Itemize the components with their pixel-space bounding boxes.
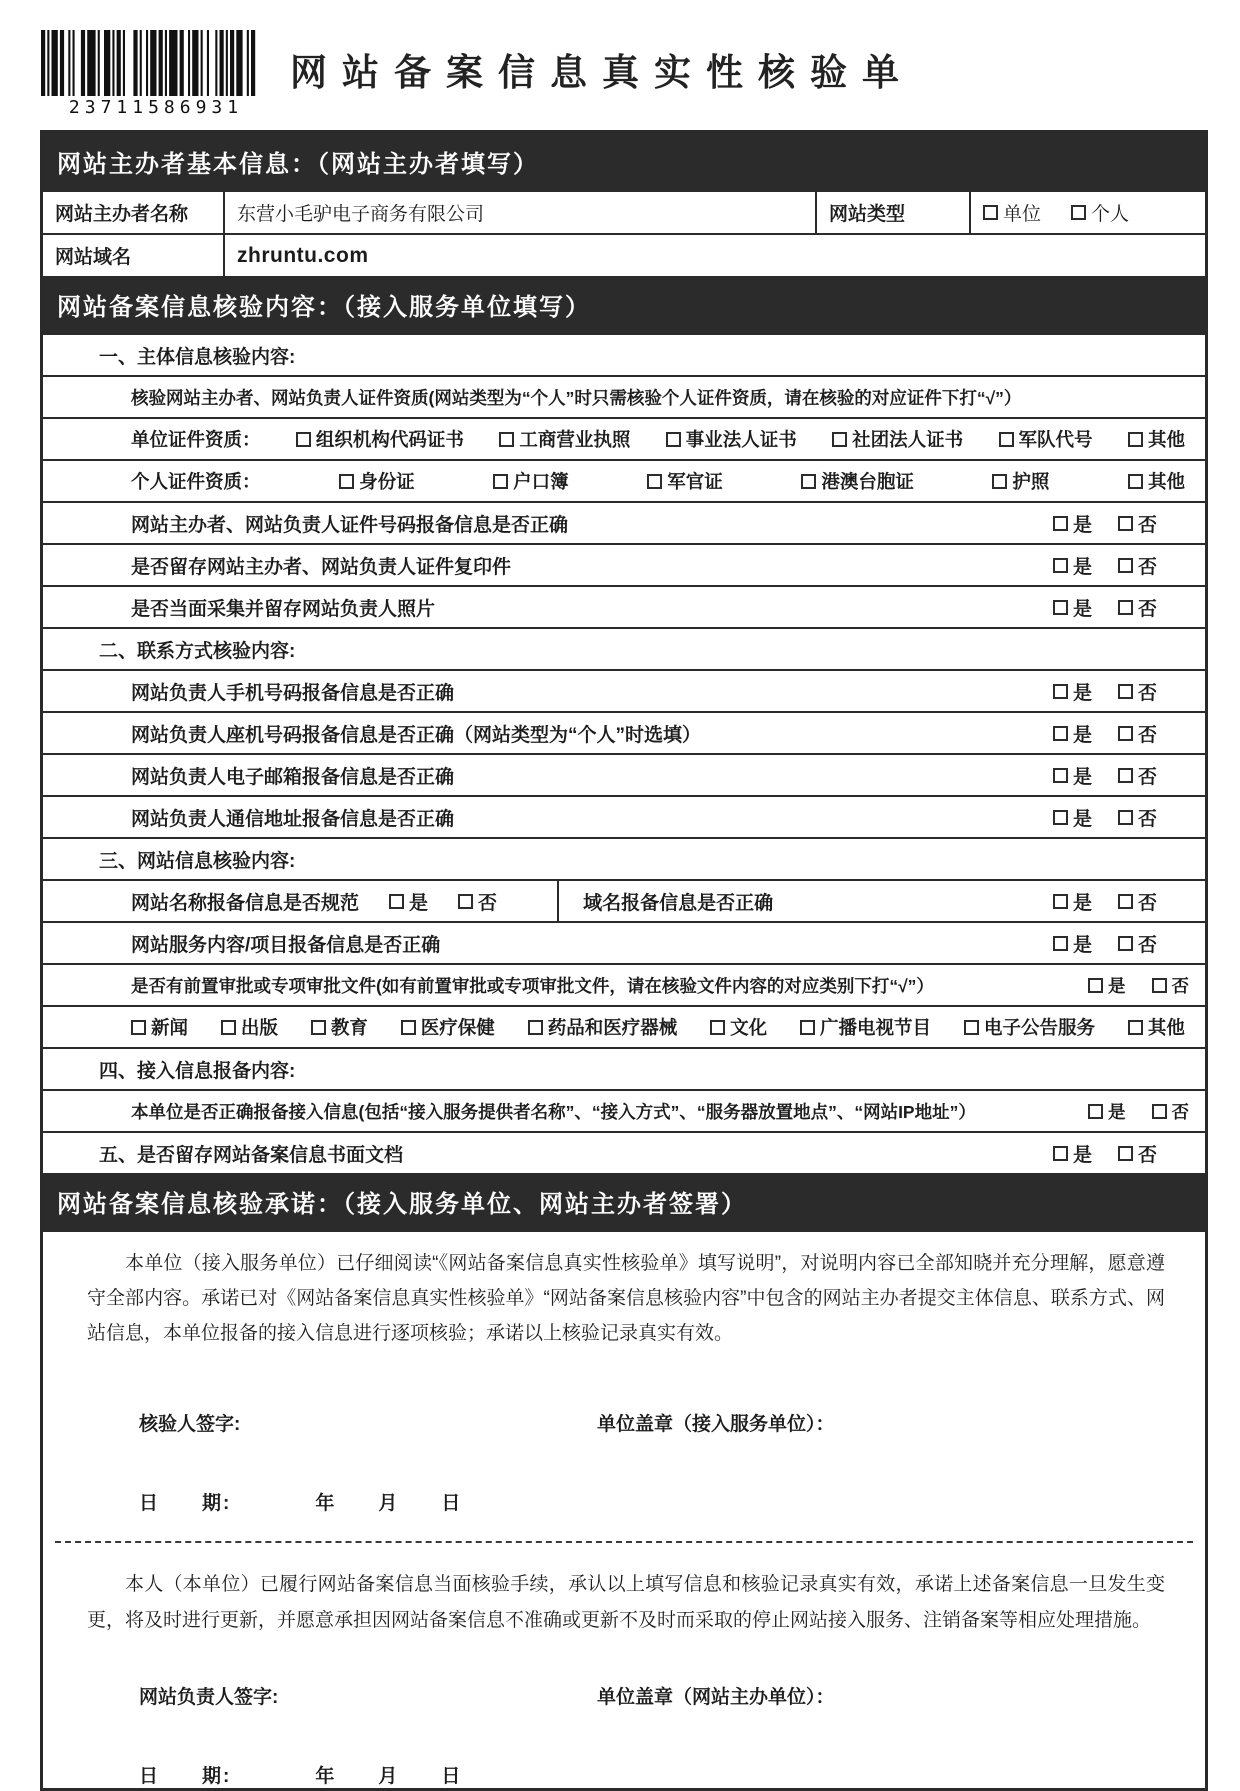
option-否 xyxy=(1118,804,1157,831)
checkbox-医疗保健[interactable] xyxy=(401,1020,416,1035)
option-否 xyxy=(1118,888,1157,915)
question-text: 五、是否留存网站备案信息书面文档 xyxy=(99,1144,404,1166)
option-是 xyxy=(1088,973,1126,998)
option-否 xyxy=(1118,930,1157,957)
checkbox-组织机构代码证书[interactable] xyxy=(296,432,311,447)
option-是 xyxy=(1053,552,1092,579)
option-label: 是 xyxy=(1072,934,1092,956)
question-text: 网站负责人通信地址报备信息是否正确 xyxy=(131,808,455,830)
option-label: 其他 xyxy=(1147,429,1185,450)
option-否 xyxy=(1152,973,1190,998)
yes-no-group xyxy=(1088,973,1189,998)
option-医疗保健 xyxy=(401,1014,495,1040)
yes-no-group xyxy=(1053,510,1157,537)
option-新闻 xyxy=(131,1014,188,1040)
question-text: 是否留存网站主办者、网站负责人证件复印件 xyxy=(131,556,512,578)
option-label: 广播电视节目 xyxy=(820,1017,932,1038)
checkbox-其他[interactable] xyxy=(1128,1020,1143,1035)
option-否 xyxy=(1118,510,1157,537)
checkbox-否[interactable] xyxy=(1118,1146,1133,1161)
verify-rows xyxy=(43,333,1205,1173)
question-text: 是否有前置审批或专项审批文件(如有前置审批或专项审批文件，请在核验文件内容的对应类别下打“√”） xyxy=(131,975,934,996)
checkbox-是[interactable] xyxy=(1088,978,1103,993)
section-bar-verify-content: 网站备案信息核验内容：（接入服务单位填写） xyxy=(43,276,1205,333)
checkbox-否[interactable] xyxy=(1118,516,1133,531)
checkbox-广播电视节目[interactable] xyxy=(800,1020,815,1035)
yes-no-group xyxy=(1053,762,1157,789)
domain-value: zhruntu.com xyxy=(223,235,1205,276)
option-社团法人证书 xyxy=(832,426,963,452)
form-row-yesno xyxy=(43,543,1205,585)
option-label: 港澳台胞证 xyxy=(821,471,914,492)
form-row-section_yesno xyxy=(43,1131,1205,1173)
option-label: 其他 xyxy=(1147,471,1185,492)
option-否 xyxy=(1118,678,1157,705)
option-是 xyxy=(1053,804,1092,831)
option-工商营业执照 xyxy=(499,426,630,452)
checkbox-社团法人证书[interactable] xyxy=(832,432,847,447)
option-label: 军官证 xyxy=(667,471,723,492)
form-row-yesno xyxy=(43,795,1205,837)
question-text: 网站负责人座机号码报备信息是否正确（网站类型为“个人”时选填） xyxy=(131,724,702,746)
checkbox-是[interactable] xyxy=(1053,894,1068,909)
option-label: 药品和医疗器械 xyxy=(547,1017,678,1038)
option-军队代号 xyxy=(999,426,1093,452)
form-row-options xyxy=(43,459,1205,501)
option-是 xyxy=(389,888,428,915)
sign-row-site-manager xyxy=(139,1682,1165,1709)
option-否 xyxy=(1118,720,1157,747)
form-row-section xyxy=(43,1047,1205,1089)
checkbox-户口簿[interactable] xyxy=(493,474,508,489)
option-label: 事业法人证书 xyxy=(685,429,797,450)
yes-no-group xyxy=(1053,804,1157,831)
yes-no-group xyxy=(1053,720,1157,747)
yes-no-group xyxy=(1053,1140,1157,1167)
option-label: 是 xyxy=(409,892,429,914)
domain-label: 网站域名 xyxy=(55,247,132,268)
question-text: 网站名称报备信息是否规范 xyxy=(131,892,360,914)
form-row-inline_yesno xyxy=(43,1089,1205,1131)
verifier-signature-label: 核验人签字: xyxy=(139,1414,241,1436)
date-row-site-manager: 日 期: 年 月 日 xyxy=(139,1765,463,1787)
checkbox-否[interactable] xyxy=(1118,768,1133,783)
option-军官证 xyxy=(647,468,723,494)
question-text: 网站主办者、网站负责人证件号码报备信息是否正确 xyxy=(131,514,569,536)
option-教育 xyxy=(311,1014,368,1040)
option-label: 否 xyxy=(1137,1144,1157,1166)
isp-seal-label: 单位盖章（接入服务单位）： xyxy=(597,1414,835,1436)
checkbox-港澳台胞证[interactable] xyxy=(801,474,816,489)
option-label: 是 xyxy=(1072,598,1092,620)
option-出版 xyxy=(221,1014,278,1040)
option-是 xyxy=(1053,510,1092,537)
checkbox-事业法人证书[interactable] xyxy=(666,432,681,447)
option-label: 是 xyxy=(1072,682,1092,704)
checkbox-否[interactable] xyxy=(1118,558,1133,573)
option-是 xyxy=(1053,888,1092,915)
form-row-section xyxy=(43,627,1205,669)
form-row-yesno xyxy=(43,921,1205,963)
checkbox-药品和医疗器械[interactable] xyxy=(528,1020,543,1035)
options-group-label: 个人证件资质： xyxy=(131,471,261,492)
option-组织机构代码证书 xyxy=(296,426,464,452)
option-是 xyxy=(1053,1140,1092,1167)
checkbox-否[interactable] xyxy=(1152,1104,1167,1119)
option-label: 社团法人证书 xyxy=(852,429,964,450)
section-title: 三、网站信息核验内容: xyxy=(99,850,296,872)
option-护照 xyxy=(992,468,1049,494)
option-label: 是 xyxy=(1072,1144,1092,1166)
form-row-yesno xyxy=(43,753,1205,795)
organizer-seal-label: 单位盖章（网站主办单位）： xyxy=(597,1686,835,1708)
option-是 xyxy=(1053,678,1092,705)
option-广播电视节目 xyxy=(800,1014,931,1040)
checkbox-否[interactable] xyxy=(1152,978,1167,993)
checkbox-person[interactable] xyxy=(1071,205,1086,220)
question-text: 是否当面采集并留存网站负责人照片 xyxy=(131,598,436,620)
option-否 xyxy=(1118,594,1157,621)
option-label: 护照 xyxy=(1012,471,1050,492)
option-label: 否 xyxy=(1137,556,1157,578)
question-text: 网站负责人电子邮箱报备信息是否正确 xyxy=(131,766,455,788)
row-domain xyxy=(43,233,1205,276)
yes-no-group xyxy=(1088,1099,1189,1124)
option-是 xyxy=(1053,762,1092,789)
form-row-yesno xyxy=(43,585,1205,627)
option-电子公告服务 xyxy=(964,1014,1095,1040)
dashed-divider xyxy=(55,1541,1193,1543)
checkbox-教育[interactable] xyxy=(311,1020,326,1035)
option-是 xyxy=(1088,1099,1126,1124)
checkbox-是[interactable] xyxy=(1053,600,1068,615)
form-row-split xyxy=(43,879,1205,921)
checkbox-军队代号[interactable] xyxy=(999,432,1014,447)
site-type-options xyxy=(969,192,1205,233)
checkbox-否[interactable] xyxy=(458,894,473,909)
checkbox-工商营业执照[interactable] xyxy=(499,432,514,447)
option-label: 否 xyxy=(1137,682,1157,704)
checkbox-是[interactable] xyxy=(1053,1146,1068,1161)
option-label: 否 xyxy=(478,892,498,914)
checkbox-是[interactable] xyxy=(1053,516,1068,531)
checkbox-是[interactable] xyxy=(1053,684,1068,699)
option-label: 否 xyxy=(1137,766,1157,788)
option-其他 xyxy=(1128,426,1185,452)
checkbox-是[interactable] xyxy=(1053,810,1068,825)
option-label: 否 xyxy=(1137,934,1157,956)
checkbox-否[interactable] xyxy=(1118,894,1133,909)
option-否 xyxy=(458,888,497,915)
option-label-person: 个人 xyxy=(1091,204,1130,225)
option-label: 文化 xyxy=(730,1017,768,1038)
option-label: 是 xyxy=(1108,1101,1126,1122)
option-事业法人证书 xyxy=(666,426,797,452)
split-cell-right xyxy=(559,888,1157,915)
checkbox-否[interactable] xyxy=(1118,684,1133,699)
page-title: 网站备案信息真实性核验单 xyxy=(290,52,914,93)
yes-no-group xyxy=(389,888,517,915)
organizer-name-label: 网站主办者名称 xyxy=(55,204,189,225)
yes-no-group xyxy=(1053,594,1157,621)
option-label: 出版 xyxy=(240,1017,278,1038)
checkbox-电子公告服务[interactable] xyxy=(964,1020,979,1035)
verification-form xyxy=(40,130,1208,1791)
row-organizer-name xyxy=(43,190,1205,233)
option-label: 是 xyxy=(1072,766,1092,788)
section-bar-pledge: 网站备案信息核验承诺：（接入服务单位、网站主办者签署） xyxy=(43,1173,1205,1230)
section-title: 一、主体信息核验内容: xyxy=(99,346,296,368)
option-label: 否 xyxy=(1137,598,1157,620)
checkbox-文化[interactable] xyxy=(710,1020,725,1035)
option-label: 否 xyxy=(1137,514,1157,536)
date-row-verifier: 日 期: 年 月 日 xyxy=(139,1493,463,1515)
option-label: 医疗保健 xyxy=(420,1017,495,1038)
option-label: 否 xyxy=(1137,808,1157,830)
option-label: 是 xyxy=(1108,975,1126,996)
checkbox-否[interactable] xyxy=(1118,936,1133,951)
option-label: 新闻 xyxy=(151,1017,189,1038)
barcode-number: 23711586931 xyxy=(68,97,244,118)
barcode-image xyxy=(40,30,268,96)
checkbox-军官证[interactable] xyxy=(647,474,662,489)
option-是 xyxy=(1053,594,1092,621)
note-text: 核验网站主办者、网站负责人证件资质(网站类型为“个人”时只需核验个人证件资质，请在核验的对应证件下打“√”） xyxy=(131,387,1022,408)
option-label: 身份证 xyxy=(359,471,415,492)
options-group-label: 单位证件资质： xyxy=(131,429,261,450)
checkbox-护照[interactable] xyxy=(992,474,1007,489)
question-text: 网站负责人手机号码报备信息是否正确 xyxy=(131,682,455,704)
barcode-block xyxy=(40,30,272,118)
yes-no-group xyxy=(1053,888,1157,915)
option-label: 工商营业执照 xyxy=(519,429,631,450)
option-label: 否 xyxy=(1137,892,1157,914)
site-manager-signature-label: 网站负责人签字: xyxy=(139,1686,279,1708)
organizer-name-value: 东营小毛驴电子商务有限公司 xyxy=(223,192,815,233)
checkbox-是[interactable] xyxy=(389,894,404,909)
checkbox-出版[interactable] xyxy=(221,1020,236,1035)
option-港澳台胞证 xyxy=(801,468,914,494)
checkbox-是[interactable] xyxy=(1053,936,1068,951)
option-否 xyxy=(1118,552,1157,579)
yes-no-group xyxy=(1053,930,1157,957)
checkbox-其他[interactable] xyxy=(1128,432,1143,447)
question-text: 本单位是否正确报备接入信息(包括“接入服务提供者名称”、“接入方式”、“服务器放置地点”、“网站IP地址”） xyxy=(131,1101,976,1122)
option-label: 是 xyxy=(1072,808,1092,830)
option-label: 其他 xyxy=(1147,1017,1185,1038)
document-header xyxy=(40,30,1208,118)
option-label: 是 xyxy=(1072,724,1092,746)
option-label: 组织机构代码证书 xyxy=(315,429,464,450)
option-label: 否 xyxy=(1171,975,1189,996)
option-是 xyxy=(1053,720,1092,747)
form-row-yesno xyxy=(43,669,1205,711)
option-户口簿 xyxy=(493,468,569,494)
option-label: 否 xyxy=(1171,1101,1189,1122)
form-row-yesno xyxy=(43,711,1205,753)
option-unit xyxy=(983,199,1041,226)
checkbox-是[interactable] xyxy=(1053,726,1068,741)
checkbox-否[interactable] xyxy=(1118,600,1133,615)
section-title: 二、联系方式核验内容: xyxy=(99,640,296,662)
option-药品和医疗器械 xyxy=(528,1014,678,1040)
yes-no-group xyxy=(1053,552,1157,579)
pledge-paragraph-organizer: 本人（本单位）已履行网站备案信息当面核验手续，承认以上填写信息和核验记录真实有效，承诺上述备案信息一旦发生变更，将及时进行更新，并愿意承担因网站备案信息不准确或更新不及时而采取的停止网站接入服务、注销备案等相应处理措施。 xyxy=(87,1574,1165,1631)
form-row-options xyxy=(43,417,1205,459)
question-text: 网站服务内容/项目报备信息是否正确 xyxy=(131,934,441,956)
checkbox-否[interactable] xyxy=(1118,726,1133,741)
option-其他 xyxy=(1128,1014,1185,1040)
option-否 xyxy=(1118,762,1157,789)
option-label: 军队代号 xyxy=(1018,429,1093,450)
option-label-unit: 单位 xyxy=(1003,204,1042,225)
checkbox-是[interactable] xyxy=(1053,558,1068,573)
yes-no-group xyxy=(1053,678,1157,705)
option-否 xyxy=(1118,1140,1157,1167)
page xyxy=(0,30,1240,1787)
site-type-label: 网站类型 xyxy=(815,192,969,233)
checkbox-否[interactable] xyxy=(1118,810,1133,825)
form-row-section xyxy=(43,837,1205,879)
option-label: 是 xyxy=(1072,556,1092,578)
checkbox-新闻[interactable] xyxy=(131,1020,146,1035)
sign-row-verifier xyxy=(139,1409,1165,1436)
option-身份证 xyxy=(339,468,415,494)
option-label: 是 xyxy=(1072,892,1092,914)
option-label: 是 xyxy=(1072,514,1092,536)
option-label: 否 xyxy=(1137,724,1157,746)
form-row-inline_yesno xyxy=(43,963,1205,1005)
checkbox-是[interactable] xyxy=(1053,768,1068,783)
split-cell-left xyxy=(43,881,559,921)
option-label: 户口簿 xyxy=(513,471,569,492)
question-text: 域名报备信息是否正确 xyxy=(583,892,774,914)
option-是 xyxy=(1053,930,1092,957)
form-row-yesno xyxy=(43,501,1205,543)
form-row-options xyxy=(43,1005,1205,1047)
section-bar-basic-info: 网站主办者基本信息：（网站主办者填写） xyxy=(43,133,1205,190)
pledge-paragraph-isp: 本单位（接入服务单位）已仔细阅读“《网站备案信息真实性核验单》填写说明”，对说明内容已全部知晓并充分理解，愿意遵守全部内容。承诺已对《网站备案信息真实性核验单》“网站备案信息核验内容”中包含的网站主办者提交主体信息、联系方式、网站信息，本单位报备的接入信息进行逐项核验；承诺以上核验记录真实有效。 xyxy=(87,1253,1165,1345)
form-row-section xyxy=(43,333,1205,375)
option-label: 教育 xyxy=(330,1017,368,1038)
option-label: 电子公告服务 xyxy=(983,1017,1095,1038)
checkbox-身份证[interactable] xyxy=(339,474,354,489)
option-否 xyxy=(1152,1099,1190,1124)
form-row-note xyxy=(43,375,1205,417)
option-其他 xyxy=(1128,468,1185,494)
checkbox-unit[interactable] xyxy=(983,205,998,220)
checkbox-是[interactable] xyxy=(1088,1104,1103,1119)
pledge-section xyxy=(43,1230,1205,1788)
option-person xyxy=(1071,199,1129,226)
checkbox-其他[interactable] xyxy=(1128,474,1143,489)
option-文化 xyxy=(710,1014,767,1040)
section-title: 四、接入信息报备内容: xyxy=(99,1060,296,1082)
